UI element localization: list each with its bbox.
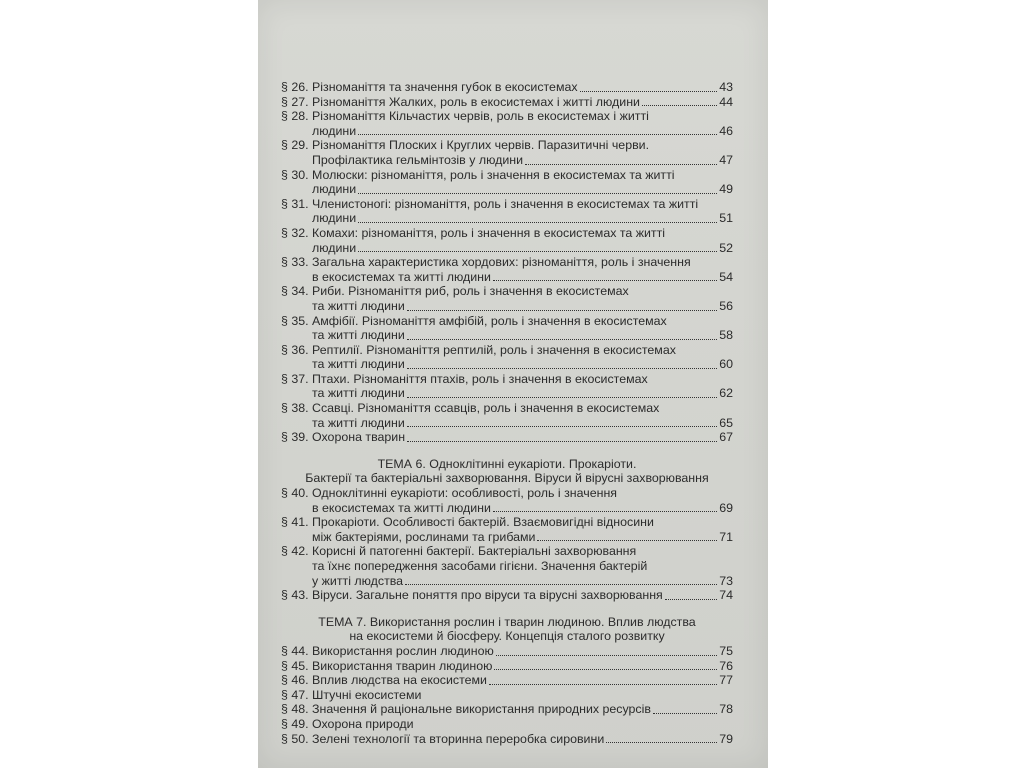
section-title-line: Одноклітинні еукаріоти: особливості, роль і значення xyxy=(312,486,617,501)
toc-entry[interactable] xyxy=(281,138,733,167)
page-number: 46 xyxy=(719,123,733,138)
page-number: 78 xyxy=(719,702,733,717)
section-number: § 35. xyxy=(281,313,309,328)
section-title-line: Вплив людства на екосистеми xyxy=(312,673,487,688)
section-number: § 37. xyxy=(281,371,309,386)
section-number: § 44. xyxy=(281,643,309,658)
section-title-line: Загальна характеристика хордових: різноманіття, роль і значення xyxy=(312,255,691,270)
toc-entry[interactable] xyxy=(281,95,733,110)
section-title-line: Використання рослин людиною xyxy=(312,643,494,658)
dot-leader xyxy=(493,511,717,512)
section-title-line: Рептилії. Різноманіття рептилій, роль і значення в екосистемах xyxy=(312,342,676,357)
section-title-line: Птахи. Різноманіття птахів, роль і значення в екосистемах xyxy=(312,371,648,386)
toc-entry[interactable] xyxy=(281,284,733,313)
dot-leader xyxy=(407,426,717,427)
dot-leader xyxy=(493,280,717,281)
section-title-line: в екосистемах та житті людини xyxy=(312,269,491,284)
page-number: 73 xyxy=(719,573,733,588)
dot-leader xyxy=(407,310,717,311)
section-title-line: у житті людства xyxy=(312,573,404,588)
section-number: § 45. xyxy=(281,658,309,673)
section-number: § 27. xyxy=(281,94,309,109)
section-number: § 28. xyxy=(281,109,309,124)
section-number: § 38. xyxy=(281,401,309,416)
page-number: 74 xyxy=(719,588,733,603)
section-title-line: Членистоногі: різноманіття, роль і значення в екосистемах та житті xyxy=(312,196,699,211)
section-title-line: Прокаріоти. Особливості бактерій. Взаємовигідні відносини xyxy=(312,515,654,530)
dot-leader xyxy=(496,655,717,656)
dot-leader xyxy=(407,397,717,398)
table-of-contents xyxy=(281,80,733,746)
dot-leader xyxy=(537,540,717,541)
section-title-line: Корисні й патогенні бактерії. Бактеріальні захворювання xyxy=(312,544,637,559)
section-number: § 48. xyxy=(281,702,309,717)
page-number: 56 xyxy=(719,298,733,313)
toc-entry[interactable] xyxy=(281,659,733,674)
section-title-line: Амфібії. Різноманіття амфібій, роль і значення в екосистемах xyxy=(312,313,667,328)
topic-heading xyxy=(281,457,733,486)
toc-entry[interactable] xyxy=(281,644,733,659)
section-number: § 36. xyxy=(281,342,309,357)
page-number: 44 xyxy=(719,94,733,109)
section-title-line: та їхнє попередження засобами гігієни. Значення бактерій xyxy=(312,559,648,573)
section-number: § 39. xyxy=(281,430,309,445)
page-number: 52 xyxy=(719,240,733,255)
section-number: § 46. xyxy=(281,673,309,688)
dot-leader xyxy=(405,584,717,585)
section-title-line: людини xyxy=(312,182,357,197)
page-number: 60 xyxy=(719,357,733,372)
section-number: § 30. xyxy=(281,167,309,182)
section-number: § 47. xyxy=(281,687,309,702)
page-number: 62 xyxy=(719,386,733,401)
dot-leader xyxy=(653,713,717,714)
topic-heading-line: ТЕМА 6. Одноклітинні еукаріоти. Прокаріоти. xyxy=(377,456,637,471)
dot-leader xyxy=(358,134,717,135)
section-title-line: Риби. Різноманіття риб, роль і значення в екосистемах xyxy=(312,284,629,299)
section-title-line: та житті людини xyxy=(312,357,405,372)
section-title-line: Охорона тварин xyxy=(312,430,406,445)
toc-entry[interactable] xyxy=(281,168,733,197)
section-title-line: Значення й раціональне використання природних ресурсів xyxy=(312,702,651,717)
dot-leader xyxy=(525,164,717,165)
section-title-line: Різноманіття та значення губок в екосистемах xyxy=(312,80,578,94)
page-number: 43 xyxy=(719,80,733,94)
page-number: 69 xyxy=(719,500,733,515)
section-title-line: Різноманіття Плоских і Круглих червів. Паразитичні черви. xyxy=(312,138,650,153)
toc-entry[interactable] xyxy=(281,226,733,255)
toc-entry[interactable] xyxy=(281,372,733,401)
section-number: § 40. xyxy=(281,486,309,501)
toc-entry[interactable] xyxy=(281,717,733,732)
page-number: 54 xyxy=(719,269,733,284)
toc-entry[interactable] xyxy=(281,588,733,603)
page-number: 76 xyxy=(719,658,733,673)
dot-leader xyxy=(407,339,717,340)
topic-heading xyxy=(281,615,733,644)
section-number: § 29. xyxy=(281,138,309,153)
dot-leader xyxy=(358,222,717,223)
section-title-line: Різноманіття Жалких, роль в екосистемах і житті людини xyxy=(312,94,640,109)
section-title-line: між бактеріями, рослинами та грибами xyxy=(312,529,536,544)
section-number: § 34. xyxy=(281,284,309,299)
page-number: 67 xyxy=(719,430,733,445)
page-number: 65 xyxy=(719,415,733,430)
toc-entry[interactable] xyxy=(281,109,733,138)
toc-entry[interactable] xyxy=(281,688,733,703)
section-number: § 33. xyxy=(281,255,309,270)
section-title-line: Віруси. Загальне поняття про віруси та вірусні захворювання xyxy=(312,588,663,603)
section-title-line: людини xyxy=(312,123,357,138)
section-title-line: Молюски: різноманіття, роль і значення в екосистемах та житті xyxy=(312,167,675,182)
toc-entry[interactable] xyxy=(281,673,733,688)
section-number: § 50. xyxy=(281,731,309,746)
dot-leader xyxy=(606,742,717,743)
toc-entry[interactable] xyxy=(281,430,733,445)
dot-leader xyxy=(489,684,717,685)
section-title-line: в екосистемах та житті людини xyxy=(312,500,491,515)
toc-entry[interactable] xyxy=(281,343,733,372)
page-number: 49 xyxy=(719,182,733,197)
section-number: § 43. xyxy=(281,588,309,603)
section-title-line: Ссавці. Різноманіття ссавців, роль і значення в екосистемах xyxy=(312,401,660,416)
page-number: 47 xyxy=(719,152,733,167)
section-title-line: Штучні екосистеми xyxy=(312,687,422,702)
toc-entry[interactable] xyxy=(281,401,733,430)
section-title-line: людини xyxy=(312,211,357,226)
dot-leader xyxy=(580,91,717,92)
section-title-line: та житті людини xyxy=(312,415,405,430)
section-title-line: Комахи: різноманіття, роль і значення в екосистемах та житті xyxy=(312,225,666,240)
page-number: 51 xyxy=(719,211,733,226)
section-title-line: людини xyxy=(312,240,357,255)
section-number: § 26. xyxy=(281,80,309,94)
page-number: 71 xyxy=(719,529,733,544)
section-title-line: Різноманіття Кільчастих червів, роль в екосистемах і житті xyxy=(312,109,649,124)
topic-heading-line: на екосистеми й біосферу. Концепція сталого розвитку xyxy=(349,629,665,644)
dot-leader xyxy=(494,669,717,670)
section-number: § 31. xyxy=(281,196,309,211)
page-number: 79 xyxy=(719,731,733,746)
section-title-line: Профілактика гельмінтозів у людини xyxy=(312,152,524,167)
topic-heading-line: Бактерії та бактеріальні захворювання. Віруси й вірусні захворювання xyxy=(305,471,709,486)
section-title-line: Зелені технології та вторинна переробка сировини xyxy=(312,731,605,746)
page-number: 58 xyxy=(719,328,733,343)
page-number: 75 xyxy=(719,643,733,658)
topic-heading-line: ТЕМА 7. Використання рослин і тварин людиною. Вплив людства xyxy=(318,614,696,629)
toc-entry[interactable] xyxy=(281,515,733,544)
dot-leader xyxy=(642,105,717,106)
dot-leader xyxy=(358,251,717,252)
dot-leader xyxy=(407,441,717,442)
section-title-line: та житті людини xyxy=(312,386,405,401)
section-title-line: та житті людини xyxy=(312,298,405,313)
section-number: § 49. xyxy=(281,716,309,731)
page-number: 77 xyxy=(719,673,733,688)
section-number: § 41. xyxy=(281,515,309,530)
dot-leader xyxy=(358,193,717,194)
section-number: § 42. xyxy=(281,544,309,559)
toc-entry[interactable] xyxy=(281,197,733,226)
section-title-line: та житті людини xyxy=(312,328,405,343)
toc-entry[interactable] xyxy=(281,732,733,747)
toc-entry[interactable] xyxy=(281,486,733,515)
section-number: § 32. xyxy=(281,225,309,240)
dot-leader xyxy=(665,599,717,600)
section-title-line: Використання тварин людиною xyxy=(312,658,493,673)
section-title-line: Охорона природи xyxy=(312,716,414,731)
toc-entry[interactable] xyxy=(281,314,733,343)
dot-leader xyxy=(407,368,717,369)
toc-entry[interactable] xyxy=(281,80,733,95)
toc-entry[interactable] xyxy=(281,544,733,588)
toc-entry[interactable] xyxy=(281,255,733,284)
toc-entry[interactable] xyxy=(281,702,733,717)
